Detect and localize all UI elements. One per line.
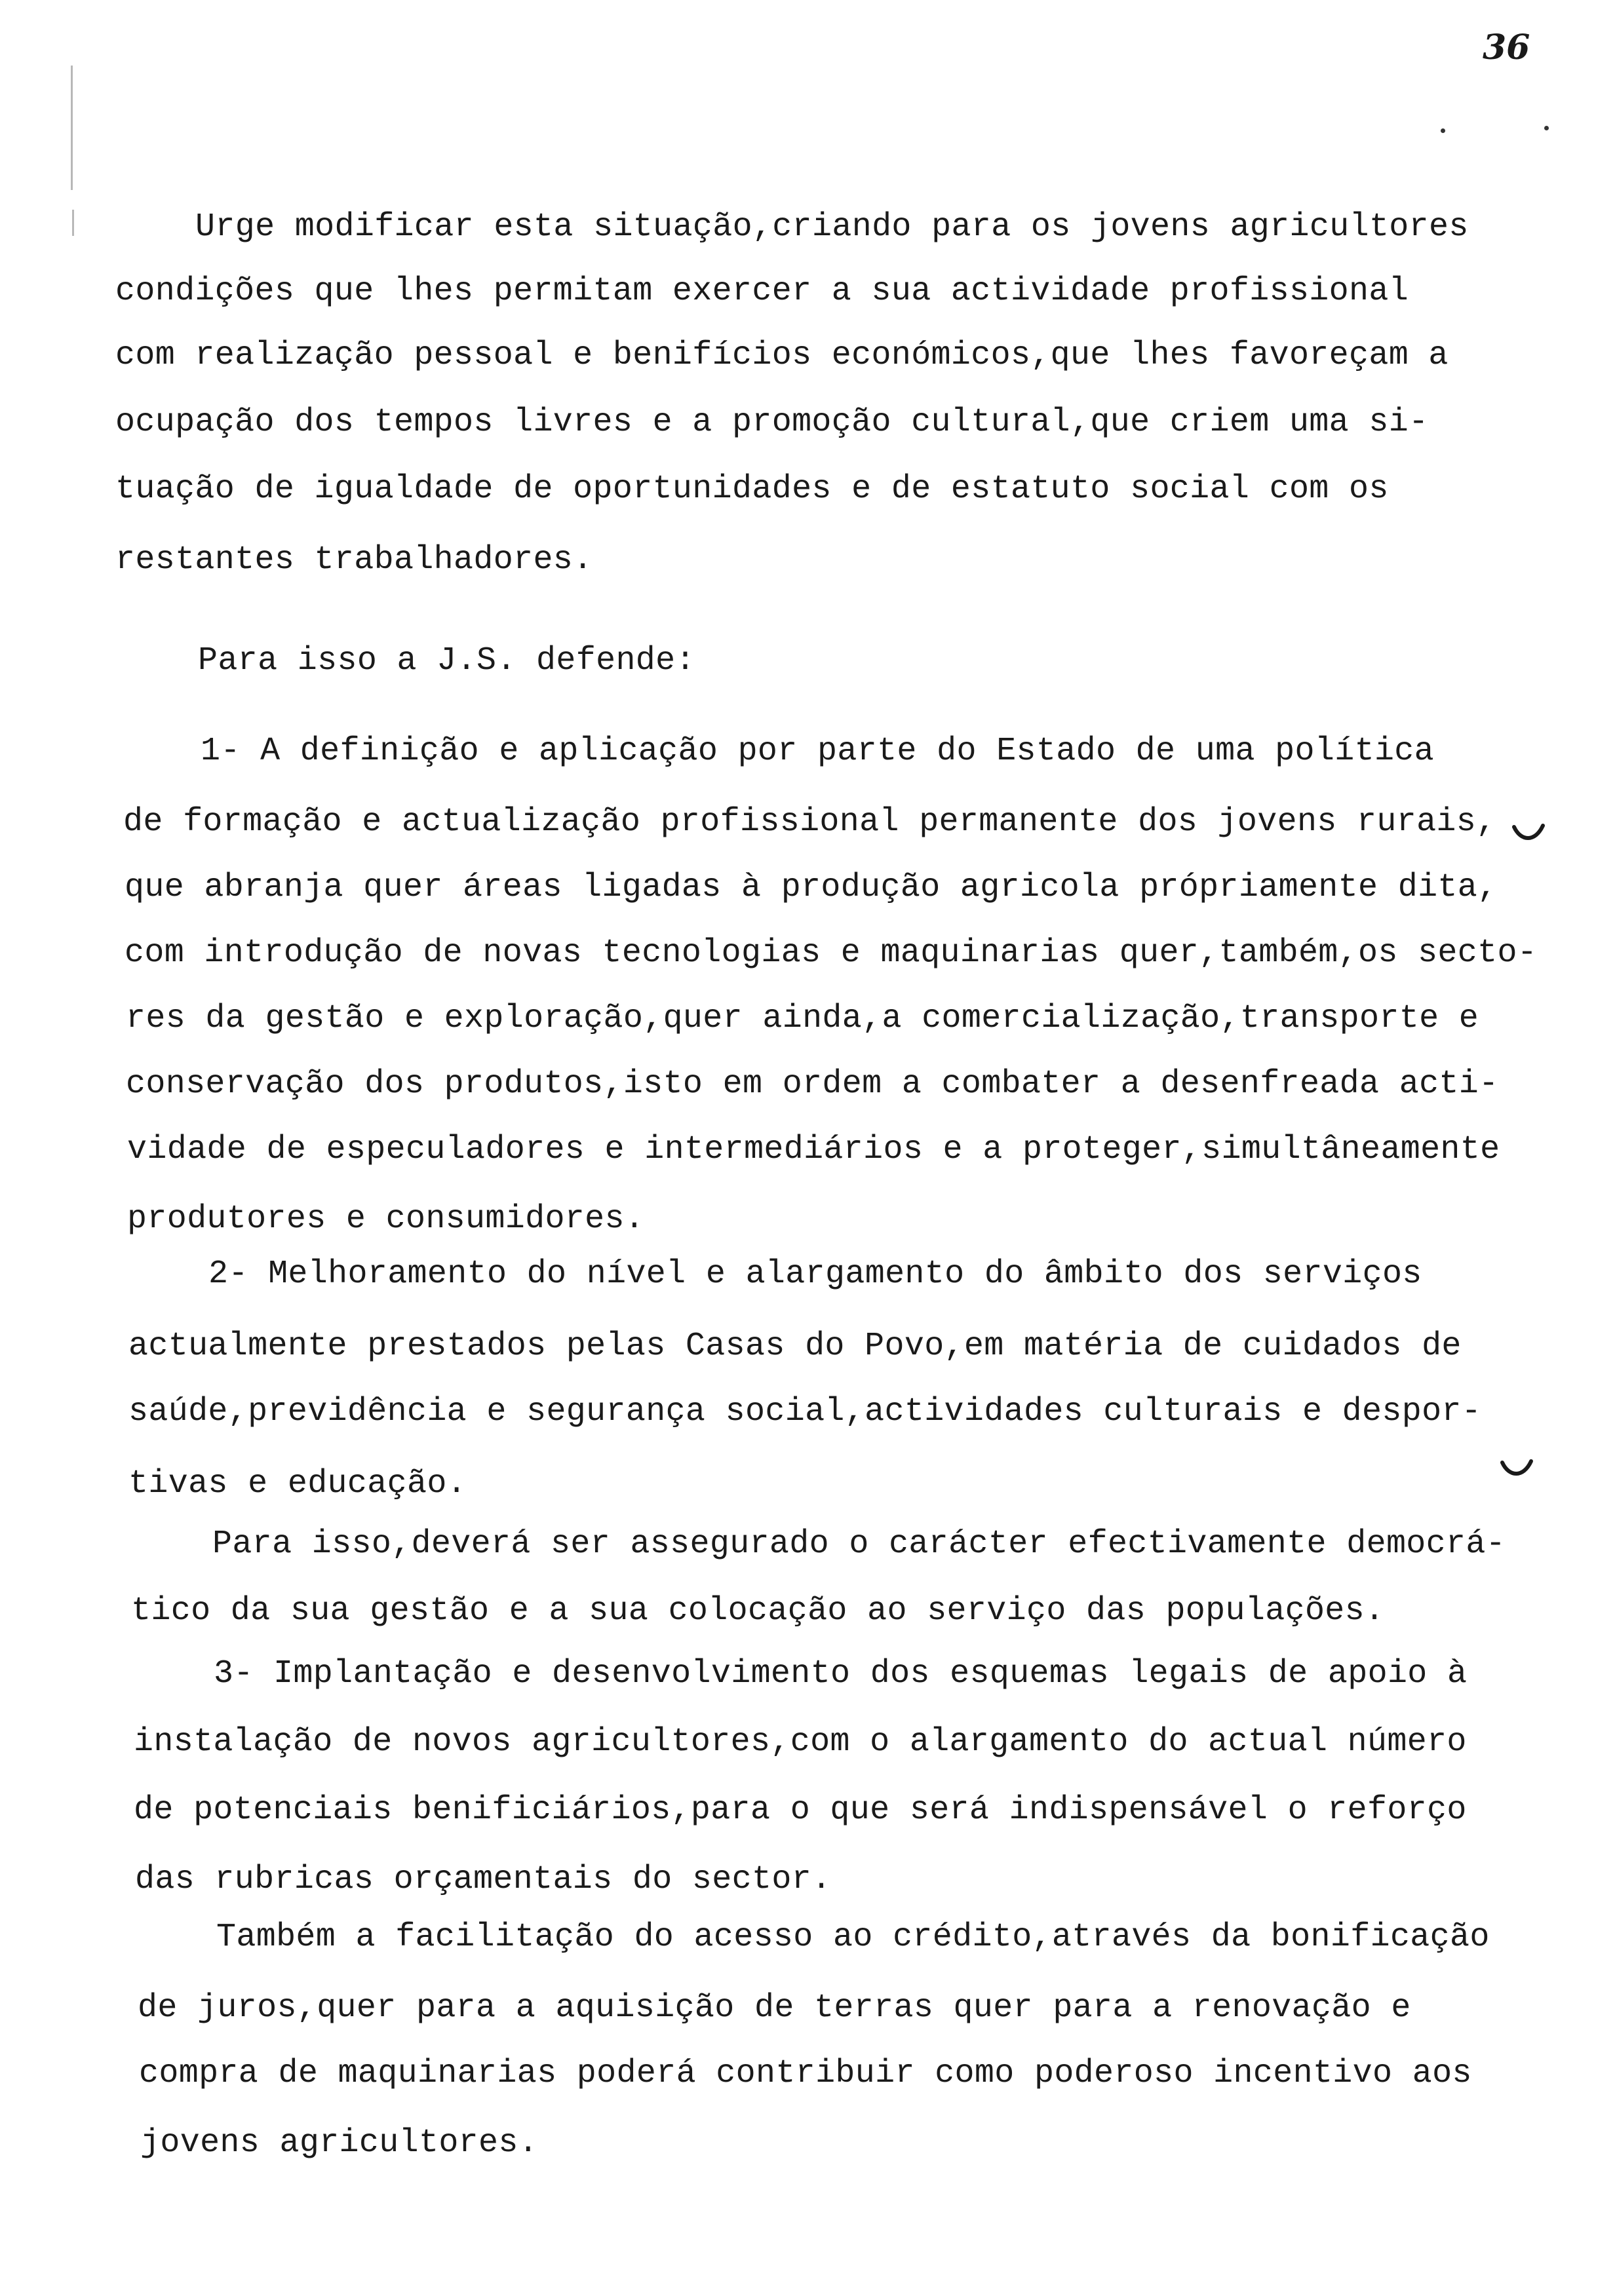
text-line: 2- Melhoramento do nível e alargamento do âmbito dos serviços [208, 1255, 1422, 1293]
checkmark-icon [1500, 1459, 1534, 1480]
ink-speck [1441, 128, 1445, 133]
text-line: de formação e actualização profissional permanente dos jovens rurais, [123, 803, 1496, 841]
binding-mark [71, 66, 73, 190]
text-line: Também a facilitação do acesso ao crédito,através da bonificação [216, 1919, 1490, 1956]
text-line: com introdução de novas tecnologias e maquinarias quer,também,os secto- [125, 934, 1538, 972]
text-line: Para isso,deverá ser assegurado o carácter efectivamente democrá- [212, 1525, 1506, 1563]
text-line: que abranja quer áreas ligadas à produção agricola própriamente dita, [125, 869, 1498, 906]
text-line: Urge modificar esta situação,criando para os jovens agricultores [195, 208, 1469, 246]
text-line: 3- Implantação e desenvolvimento dos esquemas legais de apoio à [214, 1655, 1468, 1693]
text-line: com realização pessoal e benifícios económicos,que lhes favoreçam a [115, 337, 1449, 374]
text-line: compra de maquinarias poderá contribuir como poderoso incentivo aos [139, 2055, 1472, 2092]
text-line: saúde,previdência e segurança social,actividades culturais e despor- [128, 1393, 1482, 1430]
text-line: 1- A definição e aplicação por parte do Estado de uma política [201, 733, 1435, 770]
text-line: jovens agricultores. [140, 2124, 539, 2162]
text-line: condições que lhes permitam exercer a sua actividade profissional [115, 273, 1409, 310]
binding-mark [72, 210, 74, 236]
text-line: ocupação dos tempos livres e a promoção cultural,que criem uma si- [115, 404, 1429, 441]
page-number: 36 [1483, 28, 1530, 67]
text-line: res da gestão e exploração,quer ainda,a comercialização,transporte e [126, 1000, 1479, 1037]
text-line: conservação dos produtos,isto em ordem a combater a desenfreada acti- [126, 1065, 1499, 1103]
text-line: tuação de igualdade de oportunidades e de estatuto social com os [115, 470, 1389, 508]
text-line: actualmente prestados pelas Casas do Povo,em matéria de cuidados de [128, 1328, 1462, 1365]
text-line: das rubricas orçamentais do sector. [135, 1861, 832, 1898]
text-line: Para isso a J.S. defende: [198, 642, 695, 679]
checkmark-icon [1511, 823, 1546, 844]
ink-speck [1544, 126, 1549, 130]
text-line: tico da sua gestão e a sua colocação ao serviço das populações. [131, 1592, 1385, 1630]
text-line: produtores e consumidores. [127, 1200, 645, 1238]
text-line: tivas e educação. [128, 1465, 467, 1502]
text-line: vidade de especuladores e intermediários e a proteger,simultâneamente [127, 1131, 1500, 1168]
text-line: de juros,quer para a aquisição de terras quer para a renovação e [138, 1989, 1411, 2027]
text-line: restantes trabalhadores. [115, 541, 593, 579]
text-line: de potenciais benificiários,para o que será indispensável o reforço [134, 1791, 1467, 1829]
text-line: instalação de novos agricultores,com o alargamento do actual número [134, 1723, 1467, 1761]
